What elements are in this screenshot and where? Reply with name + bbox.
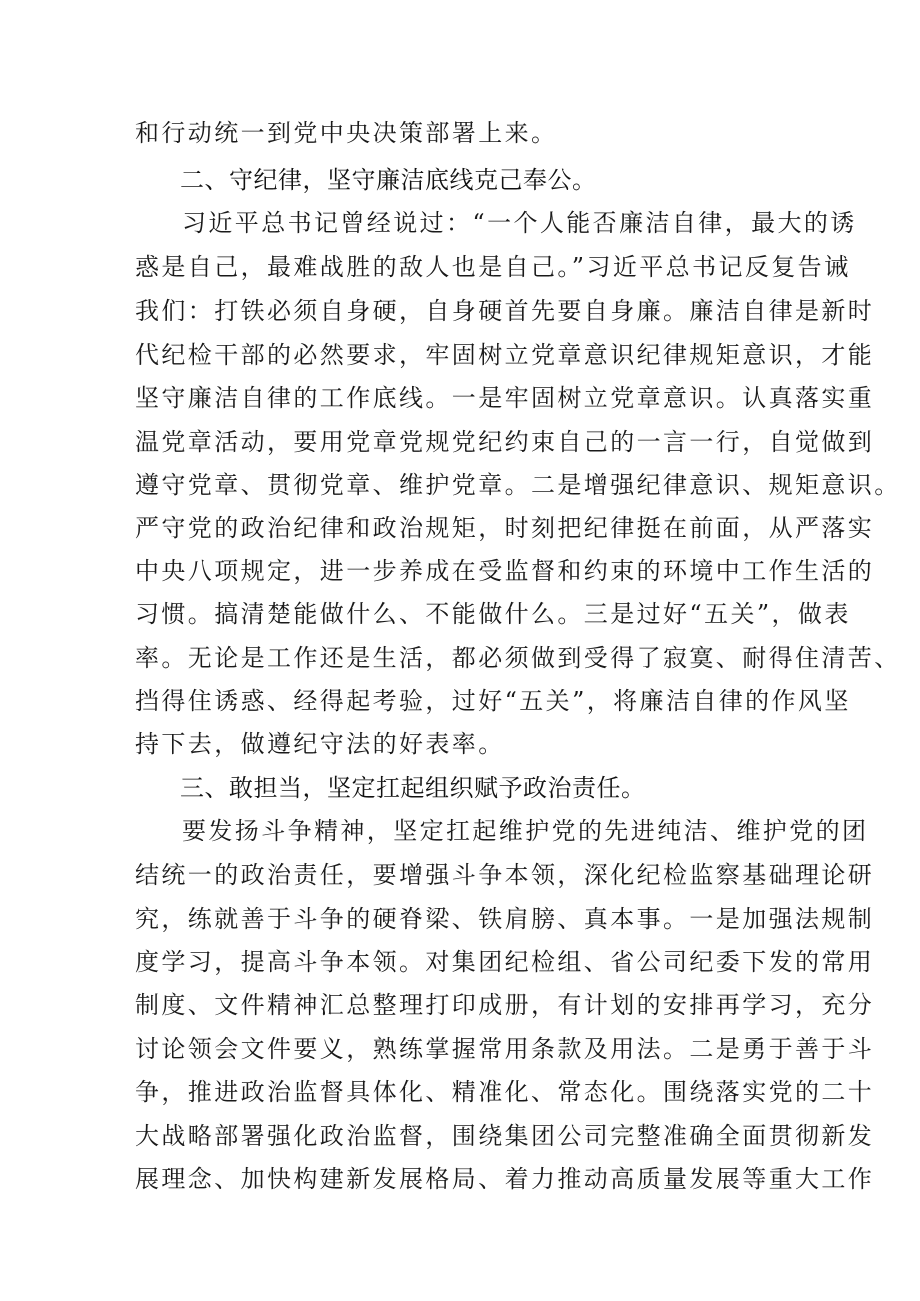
text-line: 和行动统一到党中央决策部署上来。 [135, 119, 558, 147]
text-line: 习近平总书记曾经说过：“一个人能否廉洁自律，最大的诱 [182, 209, 857, 237]
text-line: 率。无论是工作还是生活，都必须做到受得了寂寞、耐得住清苦、 [135, 644, 901, 672]
text-line: 结统一的政治责任，要增强斗争本领，深化纪检监察基础理论研 [135, 861, 875, 889]
text-line: 要发扬斗争精神，坚定扛起维护党的先进纯洁、维护党的团 [182, 817, 869, 845]
text-line: 挡得住诱惑、经得起考验，过好“五关”，将廉洁自律的作风坚 [135, 687, 851, 715]
text-line: 严守党的政治纪律和政治规矩，时刻把纪律挺在前面，从严落实 [135, 514, 875, 542]
text-line: 争，推进政治监督具体化、精准化、常态化。围绕落实党的二十 [135, 1078, 875, 1106]
text-line: 惑是自己，最难战胜的敌人也是自己。”习近平总书记反复告诫 [135, 253, 851, 281]
section-heading: 三、敢担当，坚定扛起组织赋予政治责任。 [180, 774, 646, 802]
text-line: 我们：打铁必须自身硬，自身硬首先要自身廉。廉洁自律是新时 [135, 297, 875, 325]
text-line: 究，练就善于斗争的硬脊梁、铁肩膀、真本事。一是加强法规制 [135, 905, 875, 933]
text-line: 遵守党章、贯彻党章、维护党章。二是增强纪律意识、规矩意识。 [135, 471, 901, 499]
text-line: 温党章活动，要用党章党规党纪约束自己的一言一行，自觉做到 [135, 428, 875, 456]
text-line: 大战略部署强化政治监督，围绕集团公司完整准确全面贯彻新发 [135, 1122, 875, 1150]
section-heading: 二、守纪律，坚守廉洁底线克己奉公。 [180, 166, 597, 194]
text-line: 讨论领会文件要义，熟练掌握常用条款及用法。二是勇于善于斗 [135, 1035, 875, 1063]
text-line: 持下去，做遵纪守法的好表率。 [135, 730, 505, 758]
text-line: 代纪检干部的必然要求，牢固树立党章意识纪律规矩意识，才能 [135, 341, 875, 369]
text-line: 习惯。搞清楚能做什么、不能做什么。三是过好“五关”，做表 [135, 600, 851, 628]
text-line: 度学习，提高斗争本领。对集团纪检组、省公司纪委下发的常用 [135, 948, 875, 976]
text-line: 坚守廉洁自律的工作底线。一是牢固树立党章意识。认真落实重 [135, 384, 875, 412]
text-line: 展理念、加快构建新发展格局、着力推动高质量发展等重大工作 [135, 1165, 875, 1193]
text-line: 制度、文件精神汇总整理打印成册，有计划的安排再学习，充分 [135, 991, 875, 1019]
text-line: 中央八项规定，进一步养成在受监督和约束的环境中工作生活的 [135, 557, 875, 585]
